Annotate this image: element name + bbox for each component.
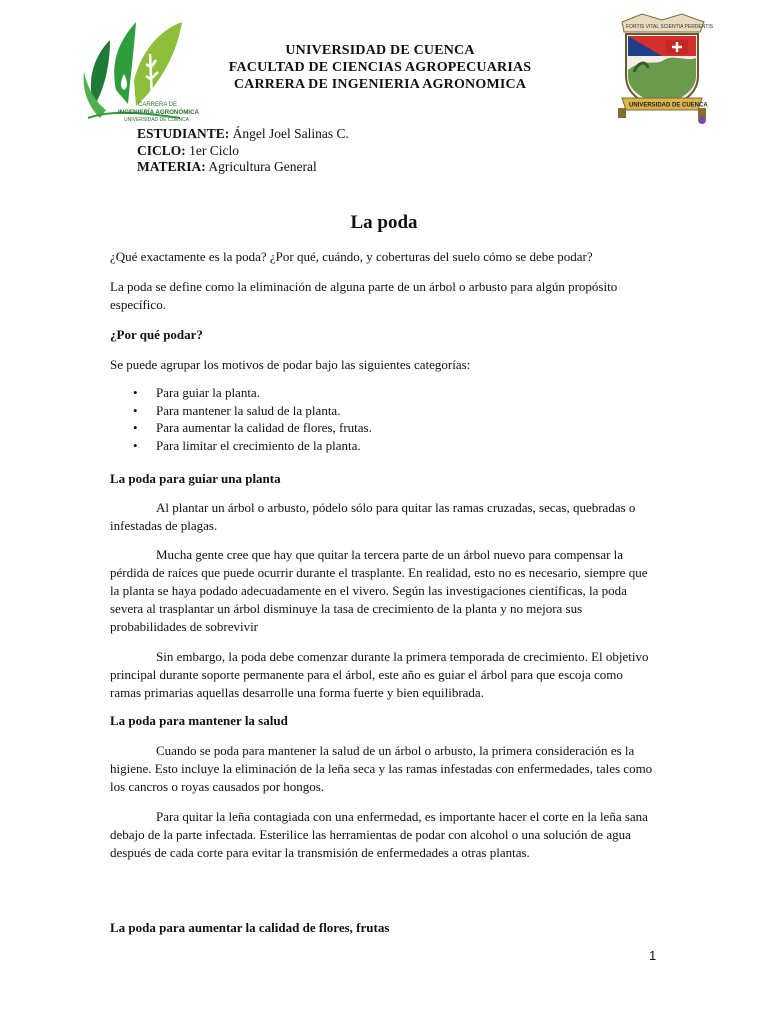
- cycle-value: 1er Ciclo: [185, 142, 240, 158]
- definition-paragraph: La poda se define como la eliminación de alguna parte de un árbol o arbusto para algún propósito específico.: [110, 279, 618, 312]
- header-line-2: FACULTAD DE CIENCIAS AGROPECUARIAS: [228, 60, 532, 75]
- health-paragraph-1: Cuando se poda para mantener la salud de un árbol o arbusto, la primera consideración es la higiene. Esto incluye la eliminación de la leña seca y las ramas infestadas con enfermedades, tales como los cancros o royas causados por hongos.: [110, 743, 653, 794]
- guide-heading: La poda para guiar una planta: [110, 471, 281, 486]
- student-value: Ángel Joel Salinas C.: [229, 126, 349, 141]
- bullet-icon: •: [133, 437, 138, 453]
- why-heading: ¿Por qué podar?: [110, 327, 203, 342]
- bullet-icon: •: [133, 420, 138, 435]
- agronomy-logo: [80, 20, 200, 128]
- list-item: • Para aumentar la calidad de flores, frutas.: [133, 420, 372, 435]
- guide-paragraph-2: Mucha gente cree que hay que quitar la tercera parte de un árbol nuevo para compensar la pérdida de raíces que puede ocurrir durante el trasplante. En realidad, esto no es necesario, siempre que la planta se haya podado adecuadamente en el vivero. Según las investigaciones científicas, la poda severa al trasplantar un árbol disminuye la tasa de crecimiento de la planta y no mejora sus probabilidades de sobrevivir: [110, 547, 648, 634]
- guide-paragraph-1: Al plantar un árbol o arbusto, pódelo sólo para quitar las ramas cruzadas, secas, quebradas o infestadas de plagas.: [110, 500, 636, 533]
- university-header: [190, 42, 570, 93]
- why-intro: Se puede agrupar los motivos de podar bajo las siguientes categorías:: [110, 357, 471, 372]
- subject-value: Agricultura General: [205, 159, 317, 174]
- list-item: • Para limitar el crecimiento de la planta.: [133, 437, 361, 453]
- header-line-3: CARRERA DE INGENIERIA AGRONOMICA: [233, 77, 527, 92]
- subject-label: MATERIA:: [137, 159, 206, 174]
- reasons-list: [110, 384, 372, 454]
- student-label: ESTUDIANTE:: [137, 126, 230, 141]
- student-info: [137, 126, 349, 176]
- document-title: La poda: [350, 212, 418, 233]
- logo-left-text3: UNIVERSIDAD DE CUENCA: [124, 117, 190, 123]
- guide-paragraph-3: Sin embargo, la poda debe comenzar durante la primera temporada de crecimiento. El objetivo principal durante soporte permanente para el árbol, este año es guiar el árbol para que escoja como ramas primarias aquellas desarrolle una forma fuerte y bien equilibrada.: [110, 649, 649, 700]
- bullet-icon: •: [133, 402, 138, 418]
- health-heading: La poda para mantener la salud: [110, 713, 288, 728]
- logo-left-text2: INGENIERÍA AGRONÓMICA: [118, 109, 200, 116]
- crest-ribbon: UNIVERSIDAD DE CUENCA: [629, 102, 708, 109]
- list-item: • Para guiar la planta.: [133, 385, 260, 400]
- health-paragraph-2: Para quitar la leña contagiada con una enfermedad, es importante hacer el corte en la leña sana debajo de la parte infectada. Esterilice las herramientas de podar con alcohol o una solución de agua después de cada corte para evitar la transmisión de enfermedades a otras plantas.: [110, 809, 648, 860]
- university-crest: [612, 10, 712, 125]
- intro-question: ¿Qué exactamente es la poda? ¿Por qué, cuándo, y coberturas del suelo cómo se debe podar?: [110, 249, 593, 264]
- header-line-1: UNIVERSIDAD DE CUENCA: [285, 43, 475, 58]
- logo-left-text1: CARRERA DE: [138, 102, 178, 108]
- list-item: • Para mantener la salud de la planta.: [133, 402, 341, 418]
- crest-banner: FORTIS VITAL SCIENTIA PERDENTIS: [626, 24, 714, 30]
- bullet-icon: •: [133, 385, 138, 400]
- quality-heading: La poda para aumentar la calidad de flores, frutas: [110, 920, 390, 935]
- cycle-label: CICLO:: [137, 142, 186, 158]
- page-number: 1: [649, 948, 657, 963]
